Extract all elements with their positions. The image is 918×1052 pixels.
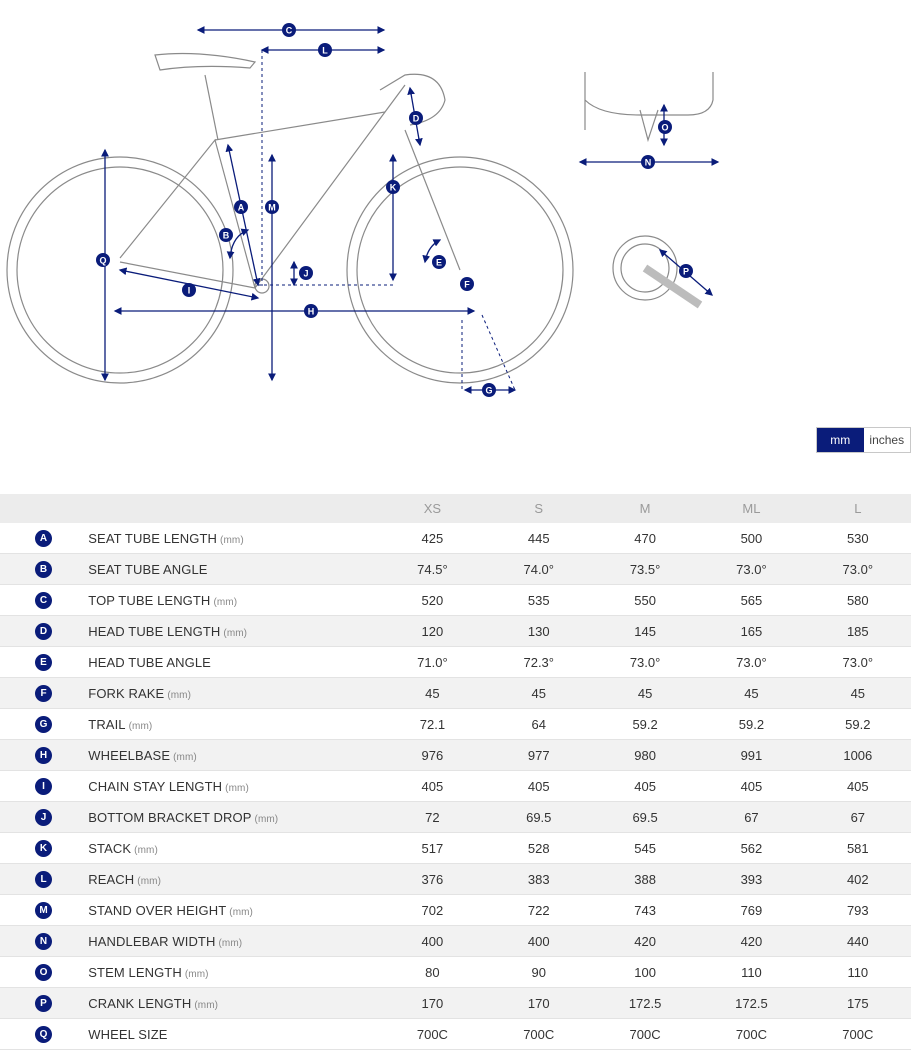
row-value: 45	[805, 678, 911, 709]
row-label: TRAIL	[88, 716, 126, 732]
row-unit: (mm)	[225, 782, 249, 794]
diagram-marker-l	[318, 43, 332, 57]
svg-text:P: P	[682, 266, 690, 277]
row-unit: (mm)	[173, 751, 197, 763]
row-unit: (mm)	[194, 999, 219, 1011]
row-label: HANDLEBAR WIDTH	[88, 933, 216, 949]
row-unit: (mm)	[254, 813, 279, 825]
row-label-cell	[88, 988, 379, 1019]
table-row	[0, 864, 911, 895]
row-value: 980	[592, 740, 698, 771]
row-value: 59.2	[805, 709, 911, 740]
row-value: 500	[698, 523, 804, 554]
diagram-marker-h	[304, 304, 318, 318]
row-unit: (mm)	[213, 596, 238, 608]
row-key-cell	[0, 523, 88, 554]
diagram-marker-g	[482, 383, 496, 397]
row-value: 722	[486, 895, 592, 926]
unit-inches-option[interactable]: inches	[869, 433, 905, 447]
diagram-marker-m	[265, 200, 279, 214]
size-header: S	[486, 494, 592, 523]
row-value: 702	[379, 895, 485, 926]
table-header-row	[0, 494, 911, 523]
row-value: 90	[486, 957, 592, 988]
svg-text:H: H	[307, 306, 315, 317]
row-value: 73.5°	[592, 554, 698, 585]
row-key-badge: G	[35, 716, 52, 733]
row-value: 520	[379, 585, 485, 616]
row-key-badge: H	[35, 747, 52, 764]
row-label: REACH	[88, 871, 135, 887]
row-key-badge: L	[35, 871, 52, 888]
diagram-marker-d	[409, 111, 423, 125]
row-value: 700C	[805, 1019, 911, 1050]
diagram-marker-o	[658, 120, 672, 134]
row-value: 72.3°	[486, 647, 592, 678]
table-row	[0, 647, 911, 678]
svg-text:K: K	[389, 182, 397, 193]
row-value: 170	[379, 988, 485, 1019]
row-key-cell	[0, 678, 88, 709]
row-unit: (mm)	[220, 534, 244, 546]
table-row	[0, 926, 911, 957]
bike-geometry-diagram	[0, 0, 918, 420]
diagram-marker-q	[96, 253, 110, 267]
row-value: 73.0°	[592, 647, 698, 678]
row-unit: (mm)	[229, 906, 253, 918]
row-value: 1006	[805, 740, 911, 771]
diagram-marker-j	[299, 266, 313, 280]
svg-text:O: O	[661, 122, 669, 133]
diagram-marker-f	[460, 277, 474, 291]
row-key-badge: E	[35, 654, 52, 671]
diagram-marker-c	[282, 23, 296, 37]
diagram-marker-p	[679, 264, 693, 278]
row-label-cell	[88, 833, 379, 864]
row-label-cell	[88, 957, 379, 988]
size-header: M	[592, 494, 698, 523]
row-key-badge: F	[35, 685, 52, 702]
unit-mm-option[interactable]: mm	[817, 428, 864, 452]
row-value: 73.0°	[698, 554, 804, 585]
row-label: STAND OVER HEIGHT	[88, 902, 227, 918]
svg-text:G: G	[485, 385, 493, 396]
row-key-badge: C	[35, 592, 52, 609]
row-value: 535	[486, 585, 592, 616]
row-label-cell	[88, 678, 379, 709]
row-value: 991	[698, 740, 804, 771]
row-label: STACK	[88, 840, 132, 856]
row-value: 420	[592, 926, 698, 957]
row-value: 69.5	[592, 802, 698, 833]
row-label: BOTTOM BRACKET DROP	[88, 809, 252, 825]
row-value: 793	[805, 895, 911, 926]
diagram-marker-k	[386, 180, 400, 194]
row-label-cell	[88, 523, 379, 554]
size-header: XS	[379, 494, 485, 523]
row-label: WHEELBASE	[88, 747, 171, 763]
row-label: CHAIN STAY LENGTH	[88, 778, 223, 794]
svg-text:L: L	[322, 45, 328, 56]
row-value: 74.5°	[379, 554, 485, 585]
row-value: 977	[486, 740, 592, 771]
row-value: 73.0°	[805, 554, 911, 585]
row-value: 400	[486, 926, 592, 957]
size-header: L	[805, 494, 911, 523]
row-key-badge: J	[35, 809, 52, 826]
row-label-cell	[88, 709, 379, 740]
row-label-cell	[88, 740, 379, 771]
row-value: 545	[592, 833, 698, 864]
diagram-marker-e	[432, 255, 446, 269]
row-label-cell	[88, 771, 379, 802]
row-label-cell	[88, 926, 379, 957]
row-value: 73.0°	[805, 647, 911, 678]
row-key-badge: I	[35, 778, 52, 795]
row-value: 562	[698, 833, 804, 864]
row-value: 72	[379, 802, 485, 833]
row-value: 383	[486, 864, 592, 895]
row-key-cell	[0, 895, 88, 926]
row-label-cell	[88, 554, 379, 585]
row-unit: (mm)	[218, 937, 243, 949]
table-row	[0, 585, 911, 616]
table-row	[0, 988, 911, 1019]
row-unit: (mm)	[137, 875, 162, 887]
row-label-cell	[88, 1019, 379, 1050]
row-value: 69.5	[486, 802, 592, 833]
row-value: 175	[805, 988, 911, 1019]
row-value: 45	[379, 678, 485, 709]
svg-text:B: B	[222, 230, 230, 241]
row-value: 445	[486, 523, 592, 554]
row-value: 165	[698, 616, 804, 647]
row-label: SEAT TUBE ANGLE	[88, 561, 208, 577]
row-value: 420	[698, 926, 804, 957]
row-unit: (mm)	[134, 844, 158, 856]
table-row	[0, 957, 911, 988]
row-value: 517	[379, 833, 485, 864]
row-value: 402	[805, 864, 911, 895]
row-value: 405	[698, 771, 804, 802]
diagram-marker-i	[182, 283, 196, 297]
row-value: 405	[592, 771, 698, 802]
row-key-cell	[0, 864, 88, 895]
row-value: 72.1	[379, 709, 485, 740]
svg-text:N: N	[644, 157, 652, 168]
row-value: 185	[805, 616, 911, 647]
row-key-badge: K	[35, 840, 52, 857]
row-value: 110	[805, 957, 911, 988]
row-value: 550	[592, 585, 698, 616]
row-value: 172.5	[592, 988, 698, 1019]
svg-text:A: A	[237, 202, 245, 213]
row-label-cell	[88, 802, 379, 833]
row-value: 130	[486, 616, 592, 647]
row-key-cell	[0, 585, 88, 616]
table-row	[0, 678, 911, 709]
row-value: 67	[805, 802, 911, 833]
row-key-cell	[0, 771, 88, 802]
row-label-cell	[88, 864, 379, 895]
row-value: 45	[698, 678, 804, 709]
row-value: 425	[379, 523, 485, 554]
row-label: FORK RAKE	[88, 685, 165, 701]
row-key-badge: P	[35, 995, 52, 1012]
row-value: 376	[379, 864, 485, 895]
row-value: 700C	[592, 1019, 698, 1050]
row-value: 110	[698, 957, 804, 988]
row-value: 120	[379, 616, 485, 647]
svg-text:Q: Q	[99, 255, 107, 266]
unit-toggle[interactable]	[816, 427, 911, 453]
size-header: ML	[698, 494, 804, 523]
svg-text:F: F	[464, 279, 470, 290]
row-value: 976	[379, 740, 485, 771]
table-row	[0, 523, 911, 554]
row-key-cell	[0, 616, 88, 647]
row-value: 67	[698, 802, 804, 833]
row-value: 440	[805, 926, 911, 957]
row-value: 700C	[486, 1019, 592, 1050]
row-label: HEAD TUBE LENGTH	[88, 623, 221, 639]
row-value: 405	[486, 771, 592, 802]
row-label: CRANK LENGTH	[88, 995, 192, 1011]
row-value: 80	[379, 957, 485, 988]
row-value: 769	[698, 895, 804, 926]
row-value: 405	[379, 771, 485, 802]
row-key-cell	[0, 647, 88, 678]
row-value: 170	[486, 988, 592, 1019]
row-label: SEAT TUBE LENGTH	[88, 530, 218, 546]
diagram-marker-n	[641, 155, 655, 169]
row-value: 64	[486, 709, 592, 740]
row-key-badge: M	[35, 902, 52, 919]
row-unit: (mm)	[167, 689, 192, 701]
row-key-badge: N	[35, 933, 52, 950]
row-key-cell	[0, 926, 88, 957]
row-value: 45	[592, 678, 698, 709]
row-key-badge: A	[35, 530, 52, 547]
row-unit: (mm)	[128, 720, 153, 732]
row-label-cell	[88, 647, 379, 678]
row-key-cell	[0, 740, 88, 771]
row-label-cell	[88, 616, 379, 647]
row-key-badge: D	[35, 623, 52, 640]
svg-text:E: E	[435, 257, 443, 268]
row-label: STEM LENGTH	[88, 964, 182, 980]
row-key-badge: O	[35, 964, 52, 981]
row-value: 700C	[698, 1019, 804, 1050]
diagram-marker-b	[219, 228, 233, 242]
table-row	[0, 709, 911, 740]
row-value: 470	[592, 523, 698, 554]
svg-text:M: M	[268, 202, 276, 213]
row-value: 405	[805, 771, 911, 802]
row-label: WHEEL SIZE	[88, 1026, 168, 1042]
row-value: 528	[486, 833, 592, 864]
table-row	[0, 833, 911, 864]
geometry-table	[0, 494, 911, 1050]
svg-text:I: I	[187, 285, 191, 296]
row-key-badge: Q	[35, 1026, 52, 1043]
row-key-cell	[0, 1019, 88, 1050]
svg-text:D: D	[412, 113, 420, 124]
table-row	[0, 895, 911, 926]
row-key-cell	[0, 709, 88, 740]
row-value: 45	[486, 678, 592, 709]
header-empty	[88, 494, 379, 523]
row-label: TOP TUBE LENGTH	[88, 592, 211, 608]
row-value: 530	[805, 523, 911, 554]
table-row	[0, 802, 911, 833]
row-value: 400	[379, 926, 485, 957]
row-value: 393	[698, 864, 804, 895]
row-key-cell	[0, 957, 88, 988]
row-value: 100	[592, 957, 698, 988]
row-value: 145	[592, 616, 698, 647]
row-value: 59.2	[592, 709, 698, 740]
row-key-cell	[0, 554, 88, 585]
row-value: 74.0°	[486, 554, 592, 585]
svg-text:J: J	[303, 268, 309, 279]
row-key-cell	[0, 988, 88, 1019]
table-row	[0, 554, 911, 585]
row-key-badge: B	[35, 561, 52, 578]
row-unit: (mm)	[184, 968, 209, 980]
row-key-cell	[0, 833, 88, 864]
row-label-cell	[88, 895, 379, 926]
row-value: 388	[592, 864, 698, 895]
table-row	[0, 740, 911, 771]
row-value: 73.0°	[698, 647, 804, 678]
bike-frame-illustration	[7, 54, 713, 383]
row-value: 580	[805, 585, 911, 616]
row-value: 172.5	[698, 988, 804, 1019]
diagram-marker-a	[234, 200, 248, 214]
table-row	[0, 616, 911, 647]
row-value: 565	[698, 585, 804, 616]
row-value: 581	[805, 833, 911, 864]
row-value: 59.2	[698, 709, 804, 740]
table-row	[0, 771, 911, 802]
header-empty	[0, 494, 88, 523]
row-unit: (mm)	[223, 627, 248, 639]
row-value: 743	[592, 895, 698, 926]
row-key-cell	[0, 802, 88, 833]
row-value: 71.0°	[379, 647, 485, 678]
row-label-cell	[88, 585, 379, 616]
svg-text:C: C	[285, 25, 293, 36]
row-value: 700C	[379, 1019, 485, 1050]
row-label: HEAD TUBE ANGLE	[88, 654, 211, 670]
table-row	[0, 1019, 911, 1050]
